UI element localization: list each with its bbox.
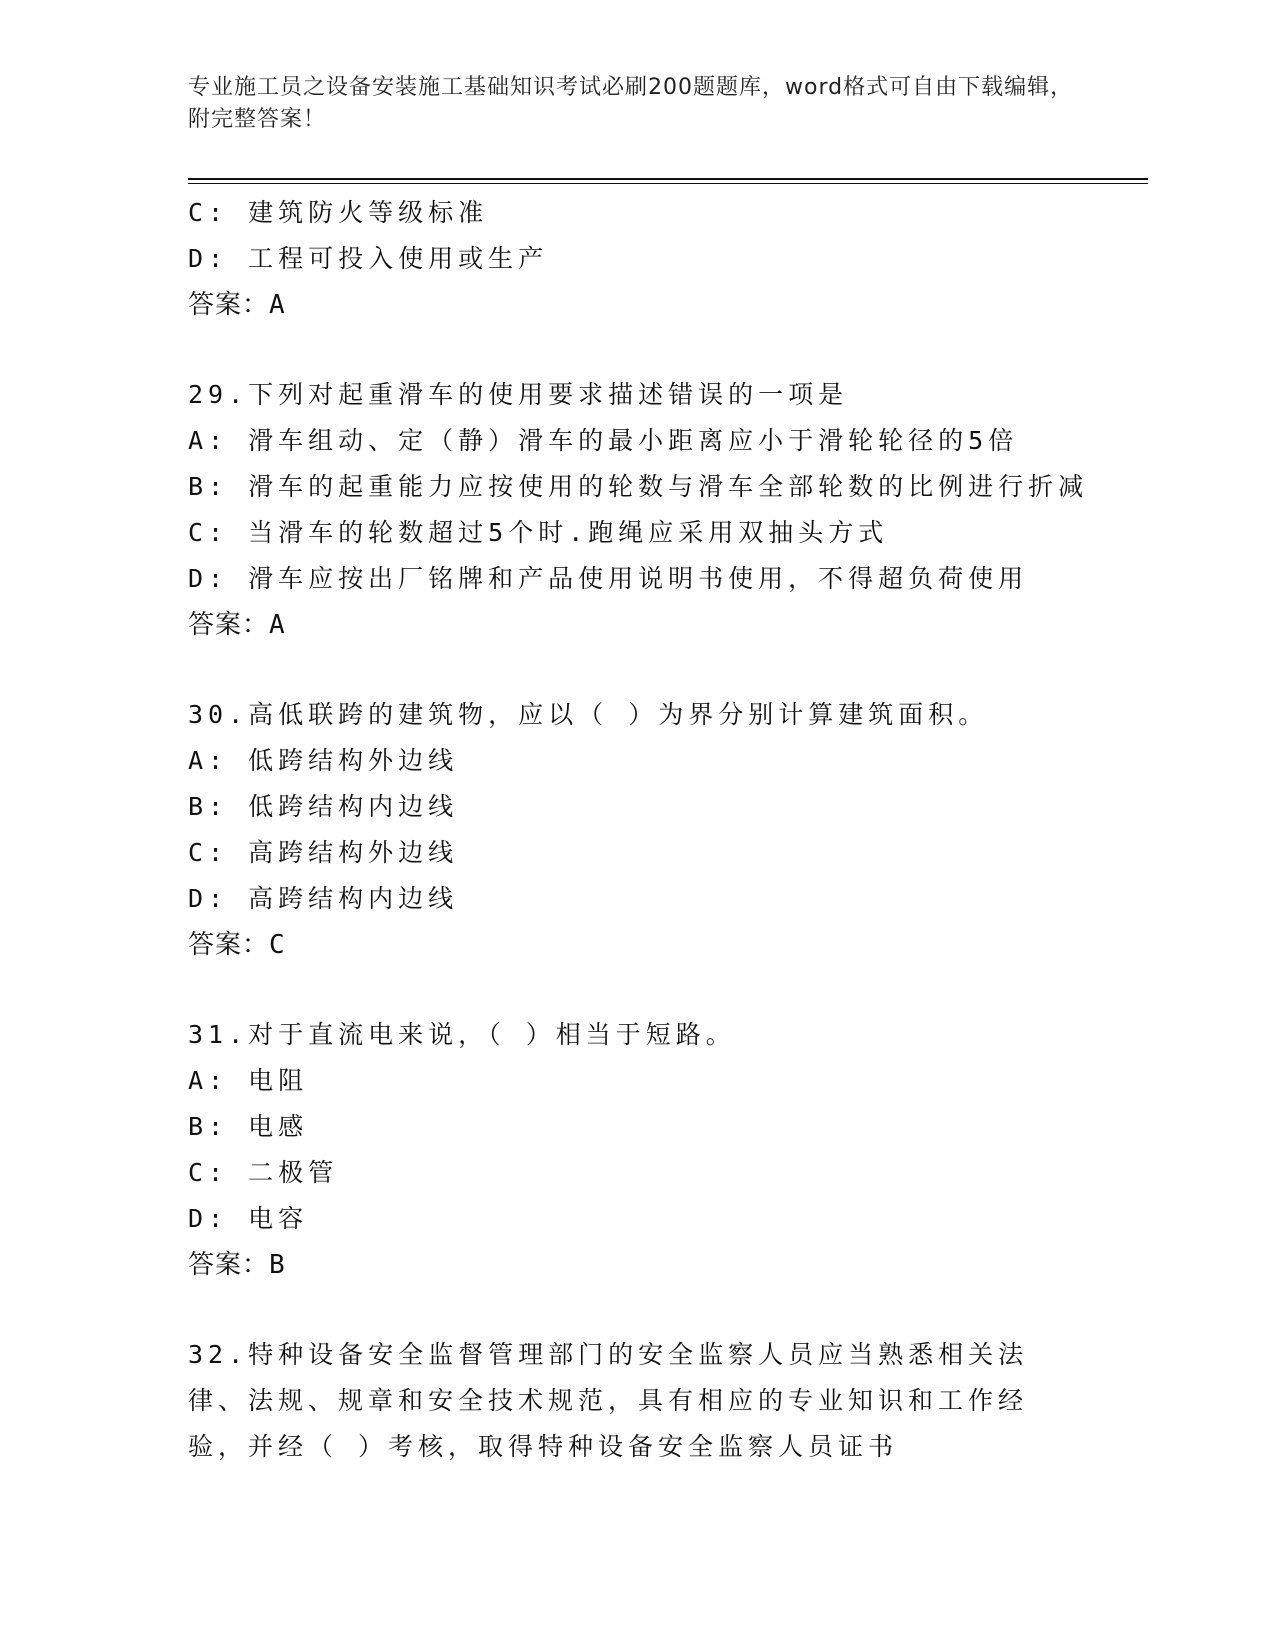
option-b <box>188 784 1088 830</box>
document-body <box>188 190 1088 1470</box>
option-c <box>188 510 1088 556</box>
option-b <box>188 464 1088 510</box>
answer-label: 答案： <box>188 290 270 320</box>
option-text: 建筑防火等级标准 <box>248 198 489 227</box>
answer-label: 答案： <box>188 930 270 960</box>
option-letter: A: <box>188 1066 229 1095</box>
option-text: 低跨结构内边线 <box>248 792 459 821</box>
option-text: 高跨结构内边线 <box>248 884 459 913</box>
option-letter: D: <box>188 1204 229 1233</box>
answer-line <box>188 1242 1088 1288</box>
question-29 <box>188 372 1088 648</box>
question-stem: 31.对于直流电来说，（ ）相当于短路。 <box>188 1020 736 1049</box>
option-text: 电阻 <box>248 1066 309 1095</box>
option-letter: C: <box>188 838 229 867</box>
header-divider-thick <box>188 178 1148 180</box>
question-stem: 29.下列对起重滑车的使用要求描述错误的一项是 <box>188 380 849 409</box>
option-letter: C: <box>188 1158 229 1187</box>
question-30 <box>188 692 1088 968</box>
answer-value: A <box>269 290 286 320</box>
option-c <box>188 830 1088 876</box>
option-c <box>188 190 1088 236</box>
answer-label: 答案： <box>188 610 270 640</box>
answer-value: A <box>269 610 286 640</box>
option-d <box>188 1196 1088 1242</box>
option-d <box>188 876 1088 922</box>
option-d <box>188 236 1088 282</box>
option-a <box>188 418 1088 464</box>
question-stem: 30.高低联跨的建筑物，应以（ ）为界分别计算建筑面积。 <box>188 700 989 729</box>
option-letter: D: <box>188 564 229 593</box>
option-letter: A: <box>188 746 229 775</box>
answer-value: C <box>269 930 286 960</box>
option-text: 电容 <box>248 1204 309 1233</box>
option-c <box>188 1150 1088 1196</box>
page-header-title: 专业施工员之设备安装施工基础知识考试必刷200题题库，word格式可自由下载编辑，附完整答案！ <box>188 75 1074 132</box>
option-text: 当滑车的轮数超过5个时.跑绳应采用双抽头方式 <box>248 518 889 547</box>
option-text: 工程可投入使用或生产 <box>248 244 549 273</box>
answer-line <box>188 602 1088 648</box>
option-letter: B: <box>188 792 229 821</box>
option-letter: D: <box>188 244 229 273</box>
option-d <box>188 556 1088 602</box>
question-31 <box>188 1012 1088 1288</box>
option-text: 高跨结构外边线 <box>248 838 459 867</box>
option-letter: C: <box>188 518 229 547</box>
previous-question-tail <box>188 190 1088 328</box>
option-text: 滑车组动、定（静）滑车的最小距离应小于滑轮轮径的5倍 <box>248 426 1019 455</box>
option-letter: C: <box>188 198 229 227</box>
option-letter: A: <box>188 426 229 455</box>
answer-label: 答案： <box>188 1250 270 1280</box>
answer-value: B <box>269 1250 286 1280</box>
answer-line <box>188 282 1088 328</box>
answer-line <box>188 922 1088 968</box>
option-text: 二极管 <box>248 1158 339 1187</box>
option-text: 滑车应按出厂铭牌和产品使用说明书使用，不得超负荷使用 <box>248 564 1029 593</box>
option-letter: B: <box>188 1112 229 1141</box>
option-a <box>188 1058 1088 1104</box>
option-letter: B: <box>188 472 229 501</box>
option-text: 滑车的起重能力应按使用的轮数与滑车全部轮数的比例进行折减 <box>248 472 1089 501</box>
option-text: 低跨结构外边线 <box>248 746 459 775</box>
option-letter: D: <box>188 884 229 913</box>
option-b <box>188 1104 1088 1150</box>
question-stem: 32.特种设备安全监督管理部门的安全监察人员应当熟悉相关法律、法规、规章和安全技术规范，具有相应的专业知识和工作经验，并经（ ）考核，取得特种设备安全监察人员证书 <box>188 1340 1029 1461</box>
option-a <box>188 738 1088 784</box>
question-32 <box>188 1332 1088 1470</box>
header-divider-thin <box>188 183 1148 184</box>
option-text: 电感 <box>248 1112 309 1141</box>
